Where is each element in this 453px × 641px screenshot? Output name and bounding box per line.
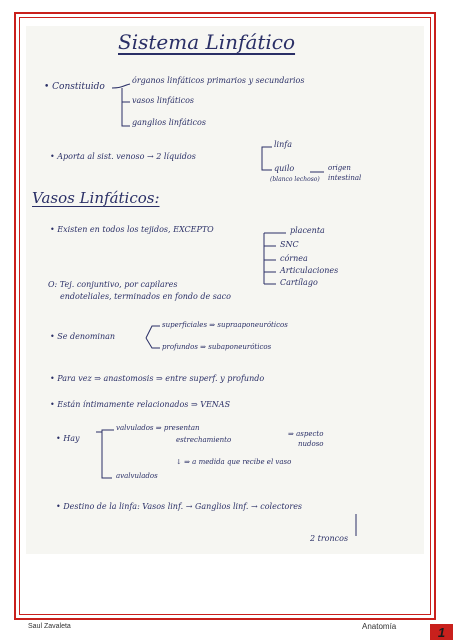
note-line: estrechamiento [176, 436, 232, 444]
bracket-lines [26, 26, 424, 554]
subject-label: Anatomía [362, 622, 397, 631]
note-line: • Para vez ⇒ anastomosis ⇒ entre superf. y profundo [50, 374, 265, 383]
note-line: 2 troncos [310, 534, 349, 543]
note-line: valvulados ⇒ presentan [116, 424, 200, 432]
note-line: profundos ⇒ subaponeuróticos [162, 343, 272, 351]
note-line: placenta [290, 226, 325, 235]
note-line: • Aporta al sist. venoso → 2 líquidos [50, 152, 196, 161]
note-line: ↓ ⇒ a medida que recibe el vaso [176, 458, 292, 466]
note-line: endoteliales, terminados en fondo de saco [60, 292, 231, 301]
note-line: avalvulados [116, 472, 158, 480]
note-line: vasos linfáticos [132, 96, 195, 105]
note-line: córnea [280, 254, 308, 263]
note-line: (blanco lechoso) [270, 176, 320, 183]
note-line: órganos linfáticos primarios y secundarios [132, 76, 305, 85]
note-line: • Constituido [44, 82, 105, 92]
note-line: linfa [274, 140, 292, 149]
author-name: Saul Zavaleta [28, 623, 71, 630]
note-line: origen [328, 164, 351, 172]
note-line: • Están íntimamente relacionados ⇒ VENAS [50, 400, 231, 409]
note-line: • Existen en todos los tejidos, EXCEPTO [50, 225, 214, 234]
note-line: Articulaciones [280, 266, 339, 275]
section-heading: Vasos Linfáticos: [32, 189, 160, 207]
note-line: • Destino de la linfa: Vasos linf. → Ganglios linf. → colectores [56, 502, 303, 511]
note-line: • Hay [56, 434, 80, 443]
handwritten-notes-photo [26, 26, 424, 554]
note-line: Cartílago [280, 278, 318, 287]
note-line: intestinal [328, 174, 362, 182]
note-line: ganglios linfáticos [132, 118, 206, 127]
note-line: superficiales ⇒ supraaponeuróticos [162, 321, 288, 329]
note-line: ⇒ aspecto [288, 430, 324, 438]
note-line: quilo [274, 164, 295, 173]
note-line: O: Tej. conjuntivo, por capilares [48, 280, 178, 289]
note-line: SNC [280, 240, 299, 249]
page-number: 1 [430, 624, 453, 640]
note-line: nudoso [298, 440, 324, 448]
notes-title: Sistema Linfático [118, 30, 296, 54]
note-line: • Se denominan [50, 332, 116, 341]
